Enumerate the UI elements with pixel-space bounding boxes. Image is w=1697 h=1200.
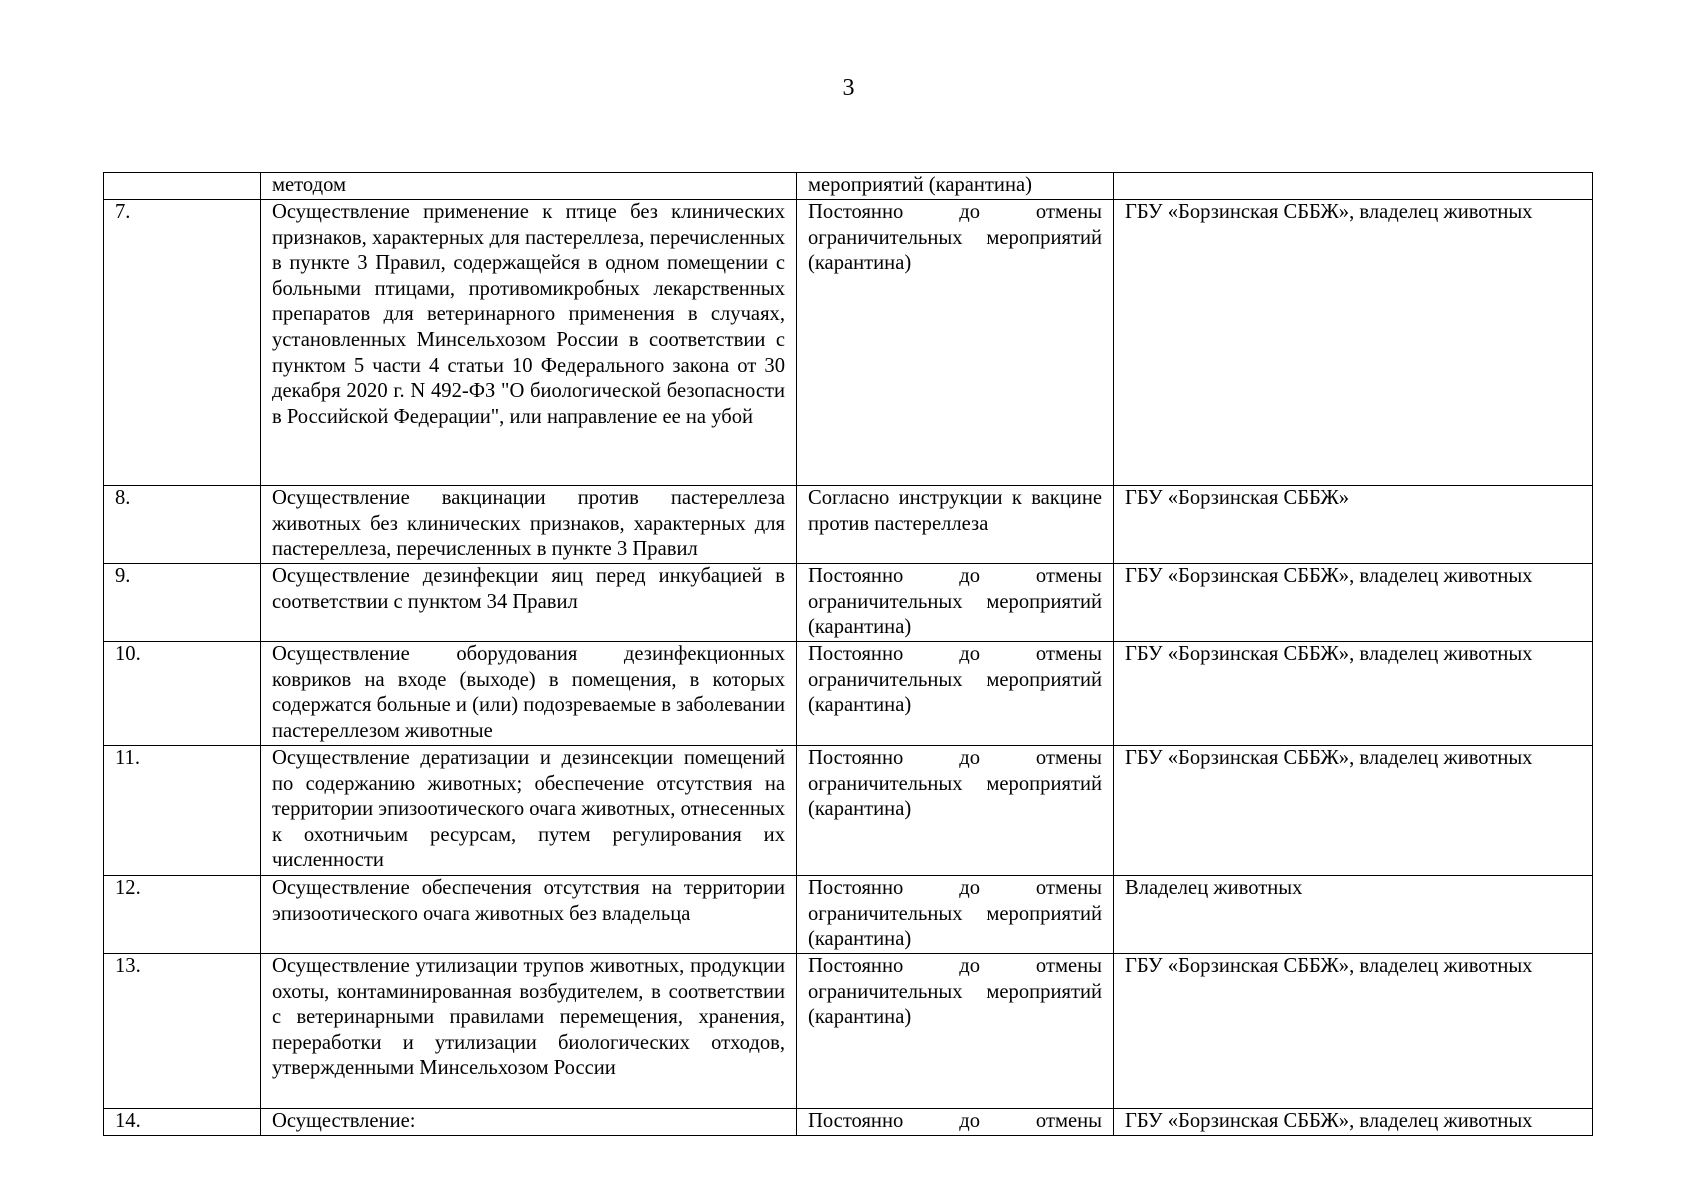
row-number: 9.: [104, 564, 261, 642]
table-row: [104, 746, 1593, 876]
responsible-text: ГБУ «Борзинская СББЖ», владелец животных: [1114, 1109, 1593, 1136]
measures-table: [103, 172, 1593, 1136]
measure-text: Осуществление дезинфекции яиц перед инкубацией в соответствии с пунктом 34 Правил: [261, 564, 797, 642]
responsible-text: ГБУ «Борзинская СББЖ», владелец животных: [1114, 200, 1593, 486]
table-row: [104, 876, 1593, 954]
row-number: 12.: [104, 876, 261, 954]
table-row: [104, 642, 1593, 746]
responsible-text: Владелец животных: [1114, 876, 1593, 954]
measure-text: методом: [261, 173, 797, 200]
row-number: 11.: [104, 746, 261, 876]
row-number: 7.: [104, 200, 261, 486]
responsible-text: ГБУ «Борзинская СББЖ», владелец животных: [1114, 746, 1593, 876]
measure-text: Осуществление оборудования дезинфекционных ковриков на входе (выходе) в помещения, в которых содержатся больные и (или) подозреваемые в заболевании пастереллезом животные: [261, 642, 797, 746]
responsible-text: ГБУ «Борзинская СББЖ»: [1114, 486, 1593, 564]
deadline-text: Постоянно до отмены ограничительных мероприятий (карантина): [797, 200, 1114, 486]
responsible-text: ГБУ «Борзинская СББЖ», владелец животных: [1114, 642, 1593, 746]
table-row: [104, 200, 1593, 486]
row-number: 14.: [104, 1109, 261, 1136]
measure-text: Осуществление утилизации трупов животных, продукции охоты, контаминированная возбудителем, в соответствии с ветеринарными правилами перемещения, хранения, переработки и утилизации биологических отходов, утвержденными Минсельхозом России: [261, 954, 797, 1109]
page-number: 3: [842, 75, 855, 101]
deadline-text: Постоянно до отмены ограничительных мероприятий (карантина): [797, 746, 1114, 876]
table-row: [104, 486, 1593, 564]
deadline-text: Постоянно до отмены ограничительных мероприятий (карантина): [797, 642, 1114, 746]
row-number: 13.: [104, 954, 261, 1109]
row-number: 8.: [104, 486, 261, 564]
deadline-text: Постоянно до отмены ограничительных мероприятий (карантина): [797, 564, 1114, 642]
table-row: [104, 1109, 1593, 1136]
deadline-text: Согласно инструкции к вакцине против пастереллеза: [797, 486, 1114, 564]
deadline-text: Постоянно до отмены: [797, 1109, 1114, 1136]
table-row: [104, 173, 1593, 200]
table-row: [104, 564, 1593, 642]
responsible-text: ГБУ «Борзинская СББЖ», владелец животных: [1114, 954, 1593, 1109]
deadline-text: мероприятий (карантина): [797, 173, 1114, 200]
row-number: 10.: [104, 642, 261, 746]
row-number: [104, 173, 261, 200]
measure-text: Осуществление применение к птице без клинических признаков, характерных для пастереллеза, перечисленных в пункте 3 Правил, содержащейся в одном помещении с больными птицами, противомикробных лекарственных препаратов для ветеринарного применения в случаях, установленных Минсельхозом России в соответствии с пунктом 5 части 4 статьи 10 Федерального закона от 30 декабря 2020 г. N 492-ФЗ "О биологической безопасности в Российской Федерации", или направление ее на убой: [261, 200, 797, 486]
measure-text: Осуществление:: [261, 1109, 797, 1136]
deadline-text: Постоянно до отмены ограничительных мероприятий (карантина): [797, 876, 1114, 954]
responsible-text: ГБУ «Борзинская СББЖ», владелец животных: [1114, 564, 1593, 642]
table-row: [104, 954, 1593, 1109]
deadline-text: Постоянно до отмены ограничительных мероприятий (карантина): [797, 954, 1114, 1109]
measure-text: Осуществление вакцинации против пастереллеза животных без клинических признаков, характерных для пастереллеза, перечисленных в пункте 3 Правил: [261, 486, 797, 564]
measure-text: Осуществление дератизации и дезинсекции помещений по содержанию животных; обеспечение отсутствия на территории эпизоотического очага животных, отнесенных к охотничьим ресурсам, путем регулирования их численности: [261, 746, 797, 876]
responsible-text: [1114, 173, 1593, 200]
measure-text: Осуществление обеспечения отсутствия на территории эпизоотического очага животных без владельца: [261, 876, 797, 954]
